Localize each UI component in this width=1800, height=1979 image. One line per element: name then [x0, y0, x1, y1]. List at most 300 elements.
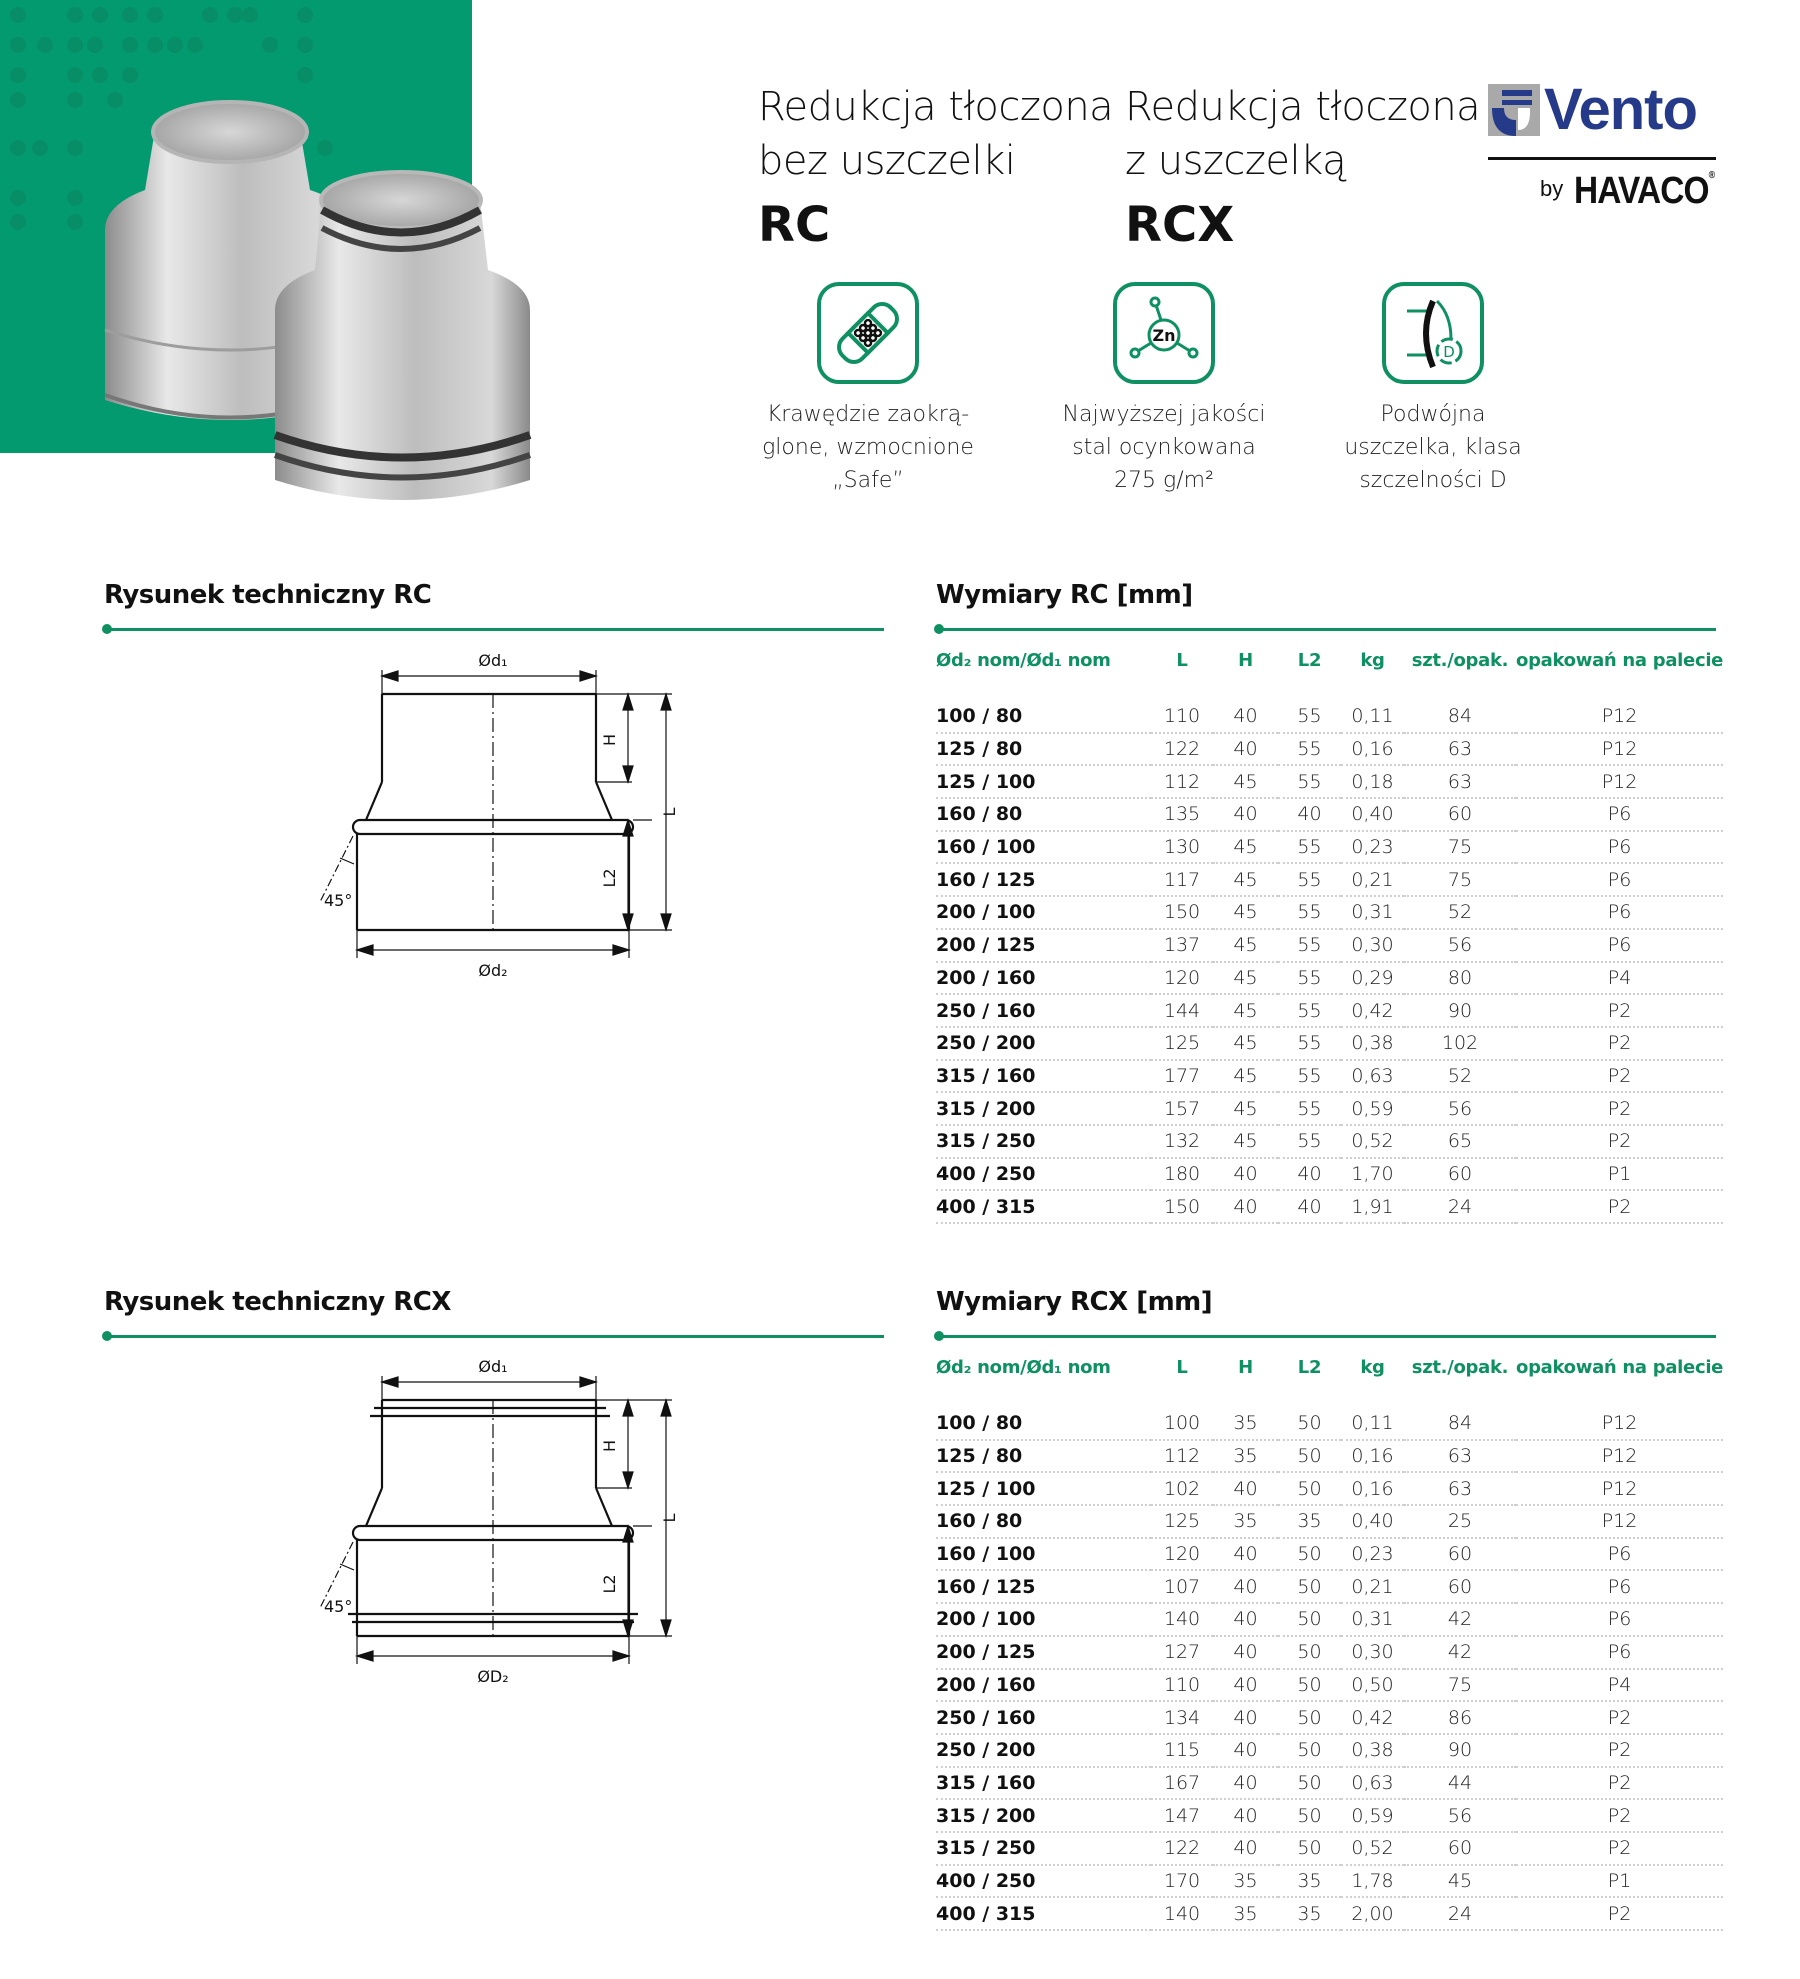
cell-h: 40 — [1213, 1190, 1278, 1223]
cell-h: 40 — [1213, 1701, 1278, 1734]
cell-h: 40 — [1213, 1669, 1278, 1702]
cell-h: 35 — [1213, 1865, 1278, 1898]
col-header-packs-per-pallet: opakowań na palecie — [1516, 1357, 1724, 1378]
cell-size: 160 / 100 — [936, 831, 1151, 864]
cell-kg: 0,59 — [1341, 1799, 1404, 1832]
cell-pcs-per-pack: 56 — [1404, 1799, 1516, 1832]
cell-size: 125 / 80 — [936, 1440, 1151, 1473]
cell-l2: 50 — [1278, 1832, 1341, 1865]
cell-l2: 35 — [1278, 1505, 1341, 1538]
cell-l2: 50 — [1278, 1440, 1341, 1473]
cell-kg: 0,40 — [1341, 1505, 1404, 1538]
cell-h: 40 — [1213, 1734, 1278, 1767]
cell-l: 157 — [1151, 1092, 1213, 1125]
col-header-kg: kg — [1360, 1357, 1385, 1378]
double-gasket-icon — [1382, 282, 1484, 384]
cell-size: 160 / 80 — [936, 1505, 1151, 1538]
bandage-icon — [817, 282, 919, 384]
cell-pcs-per-pack: 24 — [1404, 1897, 1516, 1930]
cell-l: 117 — [1151, 863, 1213, 896]
cell-pcs-per-pack: 75 — [1404, 1669, 1516, 1702]
cell-kg: 0,31 — [1341, 1603, 1404, 1636]
col-header-l2: L2 — [1297, 1357, 1322, 1378]
dim-label-l2: L2 — [600, 868, 619, 888]
cell-size: 100 / 80 — [936, 1407, 1151, 1440]
cell-packs-per-pallet: P12 — [1516, 1472, 1723, 1505]
cell-packs-per-pallet: P12 — [1516, 765, 1723, 798]
cell-pcs-per-pack: 80 — [1404, 962, 1516, 995]
cell-kg: 0,42 — [1341, 1701, 1404, 1734]
dim-label-d2: Ød₂ — [478, 961, 508, 980]
table-row — [936, 1538, 1723, 1571]
cell-l: 100 — [1151, 1407, 1213, 1440]
cell-l2: 40 — [1278, 1190, 1341, 1223]
table-row — [936, 1603, 1723, 1636]
cell-l2: 55 — [1278, 1092, 1341, 1125]
cell-pcs-per-pack: 60 — [1404, 1158, 1516, 1191]
table-spacer — [936, 690, 1723, 700]
title-line-1: Redukcja tłoczona — [758, 84, 1114, 130]
spacer-cell — [936, 690, 1723, 700]
dim-label-d1: Ød₁ — [478, 651, 508, 670]
cell-l: 167 — [1151, 1767, 1213, 1800]
table-row — [936, 1865, 1723, 1898]
cell-packs-per-pallet: P4 — [1516, 1669, 1723, 1702]
technical-drawing-rcx — [280, 1350, 720, 1690]
table-row — [936, 896, 1723, 929]
zn-icon-text: Zn — [1152, 326, 1176, 345]
cell-packs-per-pallet: P6 — [1516, 1603, 1723, 1636]
table-row — [936, 929, 1723, 962]
table-row — [936, 1060, 1723, 1093]
col-header-l: L — [1176, 650, 1188, 671]
cell-pcs-per-pack: 60 — [1404, 798, 1516, 831]
col-header-l: L — [1176, 1357, 1188, 1378]
cell-h: 35 — [1213, 1505, 1278, 1538]
cell-size: 200 / 160 — [936, 962, 1151, 995]
table-row — [936, 1092, 1723, 1125]
dim-label-d1: Ød₁ — [478, 1357, 508, 1376]
cell-kg: 0,29 — [1341, 962, 1404, 995]
cell-pcs-per-pack: 102 — [1404, 1027, 1516, 1060]
cell-l: 130 — [1151, 831, 1213, 864]
cell-l: 120 — [1151, 962, 1213, 995]
cell-l2: 50 — [1278, 1472, 1341, 1505]
cell-pcs-per-pack: 25 — [1404, 1505, 1516, 1538]
dim-label-h: H — [600, 733, 619, 747]
cell-l2: 35 — [1278, 1897, 1341, 1930]
cell-l2: 50 — [1278, 1407, 1341, 1440]
cell-packs-per-pallet: P2 — [1516, 1734, 1723, 1767]
cell-l: 150 — [1151, 1190, 1213, 1223]
cell-h: 40 — [1213, 1158, 1278, 1191]
cell-pcs-per-pack: 44 — [1404, 1767, 1516, 1800]
dimensions-table-rc — [936, 650, 1723, 1224]
cell-h: 45 — [1213, 831, 1278, 864]
cell-kg: 0,21 — [1341, 1570, 1404, 1603]
cell-h: 40 — [1213, 1603, 1278, 1636]
cell-h: 45 — [1213, 765, 1278, 798]
cell-l: 112 — [1151, 1440, 1213, 1473]
cell-packs-per-pallet: P2 — [1516, 1897, 1723, 1930]
col-header-packs-per-pallet: opakowań na palecie — [1516, 650, 1724, 671]
col-header-l2: L2 — [1297, 650, 1322, 671]
section-divider — [936, 1335, 1716, 1338]
cell-size: 400 / 315 — [936, 1897, 1151, 1930]
cell-pcs-per-pack: 86 — [1404, 1701, 1516, 1734]
cell-size: 125 / 100 — [936, 765, 1151, 798]
cell-packs-per-pallet: P2 — [1516, 1832, 1723, 1865]
cell-size: 160 / 100 — [936, 1538, 1151, 1571]
cell-l2: 50 — [1278, 1701, 1341, 1734]
cell-packs-per-pallet: P6 — [1516, 863, 1723, 896]
cell-packs-per-pallet: P6 — [1516, 798, 1723, 831]
cell-h: 40 — [1213, 1799, 1278, 1832]
feature-caption — [1313, 398, 1553, 497]
vento-logo-mark-icon — [1488, 84, 1540, 136]
caption-line: stal ocynkowana — [1072, 435, 1256, 460]
caption-line: 275 g/m² — [1114, 468, 1214, 493]
table-row — [936, 1636, 1723, 1669]
cell-h: 40 — [1213, 798, 1278, 831]
cell-h: 40 — [1213, 1538, 1278, 1571]
cell-size: 100 / 80 — [936, 700, 1151, 733]
cell-l: 115 — [1151, 1734, 1213, 1767]
cell-kg: 1,70 — [1341, 1158, 1404, 1191]
cell-kg: 0,11 — [1341, 1407, 1404, 1440]
cell-kg: 0,40 — [1341, 798, 1404, 831]
cell-size: 200 / 125 — [936, 1636, 1151, 1669]
class-d-icon-text: D — [1443, 343, 1455, 361]
cell-packs-per-pallet: P2 — [1516, 1092, 1723, 1125]
cell-l2: 55 — [1278, 929, 1341, 962]
cell-pcs-per-pack: 90 — [1404, 994, 1516, 1027]
cell-l: 132 — [1151, 1125, 1213, 1158]
product-code: RCX — [1125, 197, 1235, 253]
table-row — [936, 1125, 1723, 1158]
cell-packs-per-pallet: P2 — [1516, 1767, 1723, 1800]
table-header-row — [936, 1357, 1723, 1397]
cell-l2: 40 — [1278, 1158, 1341, 1191]
table-row — [936, 700, 1723, 733]
havaco-text: HAVACO — [1574, 170, 1709, 212]
cell-kg: 0,59 — [1341, 1092, 1404, 1125]
cell-pcs-per-pack: 75 — [1404, 831, 1516, 864]
col-header-size: Ød₂ nom/Ød₁ nom — [936, 650, 1111, 671]
section-divider — [104, 628, 884, 631]
cell-l: 120 — [1151, 1538, 1213, 1571]
table-row — [936, 1767, 1723, 1800]
cell-pcs-per-pack: 63 — [1404, 765, 1516, 798]
cell-l2: 35 — [1278, 1865, 1341, 1898]
dim-label-l2: L2 — [600, 1574, 619, 1594]
table-rcx-title: Wymiary RCX [mm] — [936, 1287, 1213, 1317]
cell-pcs-per-pack: 56 — [1404, 1092, 1516, 1125]
dim-label-l: L — [660, 1513, 679, 1523]
registered-mark: ® — [1708, 170, 1715, 181]
cell-h: 45 — [1213, 962, 1278, 995]
cell-h: 40 — [1213, 1767, 1278, 1800]
cell-size: 250 / 160 — [936, 994, 1151, 1027]
table-row — [936, 1570, 1723, 1603]
cell-size: 315 / 250 — [936, 1832, 1151, 1865]
cell-l: 110 — [1151, 700, 1213, 733]
caption-line: Najwyższej jakości — [1062, 402, 1266, 427]
cell-l: 144 — [1151, 994, 1213, 1027]
cell-kg: 0,21 — [1341, 863, 1404, 896]
dim-label-h: H — [600, 1439, 619, 1453]
cell-packs-per-pallet: P6 — [1516, 1636, 1723, 1669]
table-row — [936, 1799, 1723, 1832]
logo-by: by — [1540, 176, 1564, 201]
cell-kg: 1,78 — [1341, 1865, 1404, 1898]
cell-l: 134 — [1151, 1701, 1213, 1734]
cell-h: 35 — [1213, 1897, 1278, 1930]
cell-h: 45 — [1213, 1060, 1278, 1093]
cell-l2: 40 — [1278, 798, 1341, 831]
section-divider — [104, 1335, 884, 1338]
table-row — [936, 962, 1723, 995]
drawing-rcx-title: Rysunek techniczny RCX — [104, 1287, 451, 1317]
cell-pcs-per-pack: 75 — [1404, 863, 1516, 896]
cell-size: 160 / 80 — [936, 798, 1151, 831]
product-title-rc — [758, 80, 1113, 260]
cell-kg: 0,38 — [1341, 1027, 1404, 1060]
cell-l2: 55 — [1278, 733, 1341, 766]
cell-size: 160 / 125 — [936, 863, 1151, 896]
cell-packs-per-pallet: P6 — [1516, 896, 1723, 929]
cell-size: 250 / 200 — [936, 1027, 1151, 1060]
title-line-2: bez uszczelki — [758, 138, 1016, 184]
cell-l: 125 — [1151, 1027, 1213, 1060]
product-title-rcx — [1125, 80, 1480, 260]
cell-pcs-per-pack: 56 — [1404, 929, 1516, 962]
cell-size: 315 / 250 — [936, 1125, 1151, 1158]
cell-h: 45 — [1213, 1092, 1278, 1125]
cell-size: 315 / 160 — [936, 1767, 1151, 1800]
cell-pcs-per-pack: 60 — [1404, 1832, 1516, 1865]
cell-size: 200 / 100 — [936, 1603, 1151, 1636]
caption-line: szczelności D — [1359, 468, 1507, 493]
cell-l: 102 — [1151, 1472, 1213, 1505]
technical-drawing-rc — [280, 640, 720, 980]
product-code: RC — [758, 197, 831, 253]
cell-pcs-per-pack: 90 — [1404, 1734, 1516, 1767]
cell-kg: 0,11 — [1341, 700, 1404, 733]
feature-double-gasket — [1313, 282, 1553, 497]
cell-h: 35 — [1213, 1440, 1278, 1473]
table-row — [936, 1158, 1723, 1191]
cell-h: 45 — [1213, 863, 1278, 896]
cell-pcs-per-pack: 84 — [1404, 1407, 1516, 1440]
cell-size: 400 / 315 — [936, 1190, 1151, 1223]
cell-size: 125 / 100 — [936, 1472, 1151, 1505]
table-row — [936, 798, 1723, 831]
caption-line: Podwójna — [1380, 402, 1486, 427]
cell-kg: 0,30 — [1341, 1636, 1404, 1669]
table-row — [936, 1505, 1723, 1538]
table-row — [936, 1734, 1723, 1767]
table-rc-title: Wymiary RC [mm] — [936, 580, 1193, 610]
cell-size: 250 / 160 — [936, 1701, 1151, 1734]
cell-l: 177 — [1151, 1060, 1213, 1093]
table-row — [936, 1440, 1723, 1473]
col-header-size: Ød₂ nom/Ød₁ nom — [936, 1357, 1111, 1378]
cell-l: 140 — [1151, 1603, 1213, 1636]
cell-kg: 2,00 — [1341, 1897, 1404, 1930]
cell-l: 110 — [1151, 1669, 1213, 1702]
cell-h: 40 — [1213, 700, 1278, 733]
dim-label-angle: 45° — [324, 1597, 353, 1616]
logo-divider — [1488, 157, 1716, 160]
cell-packs-per-pallet: P12 — [1516, 1407, 1723, 1440]
cell-pcs-per-pack: 60 — [1404, 1538, 1516, 1571]
caption-line: glone, wzmocnione — [762, 435, 974, 460]
cell-size: 400 / 250 — [936, 1158, 1151, 1191]
cell-pcs-per-pack: 63 — [1404, 1472, 1516, 1505]
cell-pcs-per-pack: 60 — [1404, 1570, 1516, 1603]
dim-label-angle: 45° — [324, 891, 353, 910]
cell-l: 122 — [1151, 1832, 1213, 1865]
cell-kg: 0,63 — [1341, 1060, 1404, 1093]
caption-line: Krawędzie zaokrą- — [766, 402, 970, 427]
col-header-h: H — [1238, 1357, 1253, 1378]
cell-packs-per-pallet: P1 — [1516, 1158, 1723, 1191]
table-row — [936, 1669, 1723, 1702]
cell-kg: 0,16 — [1341, 1472, 1404, 1505]
title-line-1: Redukcja tłoczona — [1125, 84, 1481, 130]
cell-l: 180 — [1151, 1158, 1213, 1191]
table-row — [936, 1027, 1723, 1060]
cell-pcs-per-pack: 84 — [1404, 700, 1516, 733]
cell-packs-per-pallet: P4 — [1516, 962, 1723, 995]
table-spacer — [936, 1397, 1723, 1407]
table-row — [936, 1472, 1723, 1505]
cell-kg: 0,16 — [1341, 1440, 1404, 1473]
vento-havaco-logo — [1488, 77, 1720, 224]
cell-packs-per-pallet: P12 — [1516, 733, 1723, 766]
cell-kg: 0,23 — [1341, 831, 1404, 864]
cell-l: 140 — [1151, 1897, 1213, 1930]
cell-l: 107 — [1151, 1570, 1213, 1603]
cell-kg: 0,42 — [1341, 994, 1404, 1027]
cell-pcs-per-pack: 65 — [1404, 1125, 1516, 1158]
caption-line: uszczelka, klasa — [1344, 435, 1522, 460]
cell-packs-per-pallet: P6 — [1516, 1570, 1723, 1603]
cell-kg: 0,52 — [1341, 1125, 1404, 1158]
cell-l: 137 — [1151, 929, 1213, 962]
cell-size: 200 / 100 — [936, 896, 1151, 929]
cell-size: 315 / 200 — [936, 1799, 1151, 1832]
cell-packs-per-pallet: P12 — [1516, 1440, 1723, 1473]
cell-h: 40 — [1213, 1636, 1278, 1669]
table-row — [936, 863, 1723, 896]
cell-l2: 50 — [1278, 1636, 1341, 1669]
cell-kg: 0,16 — [1341, 733, 1404, 766]
cell-size: 160 / 125 — [936, 1570, 1151, 1603]
feature-safe-edges — [748, 282, 988, 497]
cell-l2: 55 — [1278, 896, 1341, 929]
table-row — [936, 1897, 1723, 1930]
cell-packs-per-pallet: P2 — [1516, 994, 1723, 1027]
cell-h: 40 — [1213, 1832, 1278, 1865]
cell-kg: 0,63 — [1341, 1767, 1404, 1800]
cell-size: 250 / 200 — [936, 1734, 1151, 1767]
cell-kg: 0,38 — [1341, 1734, 1404, 1767]
table-row — [936, 1190, 1723, 1223]
cell-pcs-per-pack: 52 — [1404, 1060, 1516, 1093]
caption-line: „Safe” — [832, 468, 904, 493]
cell-packs-per-pallet: P2 — [1516, 1125, 1723, 1158]
section-divider — [936, 628, 1716, 631]
cell-h: 45 — [1213, 994, 1278, 1027]
cell-pcs-per-pack: 63 — [1404, 733, 1516, 766]
spacer-cell — [936, 1397, 1723, 1407]
cell-packs-per-pallet: P2 — [1516, 1799, 1723, 1832]
cell-l2: 55 — [1278, 962, 1341, 995]
cell-l2: 50 — [1278, 1734, 1341, 1767]
cell-size: 200 / 125 — [936, 929, 1151, 962]
cell-l2: 50 — [1278, 1570, 1341, 1603]
cell-l2: 55 — [1278, 994, 1341, 1027]
cell-size: 315 / 160 — [936, 1060, 1151, 1093]
cell-h: 40 — [1213, 733, 1278, 766]
cell-h: 35 — [1213, 1407, 1278, 1440]
cell-l2: 50 — [1278, 1603, 1341, 1636]
cell-l: 112 — [1151, 765, 1213, 798]
cell-h: 45 — [1213, 929, 1278, 962]
table-row — [936, 831, 1723, 864]
table-header-row — [936, 650, 1723, 690]
cell-l: 122 — [1151, 733, 1213, 766]
table-row — [936, 733, 1723, 766]
cell-l2: 55 — [1278, 1125, 1341, 1158]
table-row — [936, 1407, 1723, 1440]
cell-size: 315 / 200 — [936, 1092, 1151, 1125]
cell-kg: 0,30 — [1341, 929, 1404, 962]
cell-kg: 0,50 — [1341, 1669, 1404, 1702]
cell-size: 400 / 250 — [936, 1865, 1151, 1898]
cell-l2: 55 — [1278, 1060, 1341, 1093]
table-row — [936, 1701, 1723, 1734]
drawing-rc-title: Rysunek techniczny RC — [104, 580, 432, 610]
cell-packs-per-pallet: P1 — [1516, 1865, 1723, 1898]
zinc-molecule-icon — [1113, 282, 1215, 384]
cell-l2: 55 — [1278, 700, 1341, 733]
cell-pcs-per-pack: 42 — [1404, 1636, 1516, 1669]
col-header-h: H — [1238, 650, 1253, 671]
cell-kg: 0,31 — [1341, 896, 1404, 929]
dimensions-table-rcx — [936, 1357, 1723, 1931]
cell-kg: 1,91 — [1341, 1190, 1404, 1223]
cell-packs-per-pallet: P2 — [1516, 1027, 1723, 1060]
cell-kg: 0,18 — [1341, 765, 1404, 798]
table-row — [936, 1832, 1723, 1865]
cell-size: 125 / 80 — [936, 733, 1151, 766]
cell-l2: 55 — [1278, 1027, 1341, 1060]
cell-packs-per-pallet: P2 — [1516, 1190, 1723, 1223]
cell-packs-per-pallet: P12 — [1516, 700, 1723, 733]
cell-l2: 50 — [1278, 1799, 1341, 1832]
havaco-wordmark — [1574, 170, 1714, 213]
cell-packs-per-pallet: P6 — [1516, 929, 1723, 962]
cell-h: 45 — [1213, 896, 1278, 929]
title-line-2: z uszczelką — [1125, 138, 1347, 184]
vento-wordmark: Vento — [1544, 77, 1697, 142]
cell-l: 147 — [1151, 1799, 1213, 1832]
table-body — [936, 1397, 1723, 1930]
table-row — [936, 765, 1723, 798]
